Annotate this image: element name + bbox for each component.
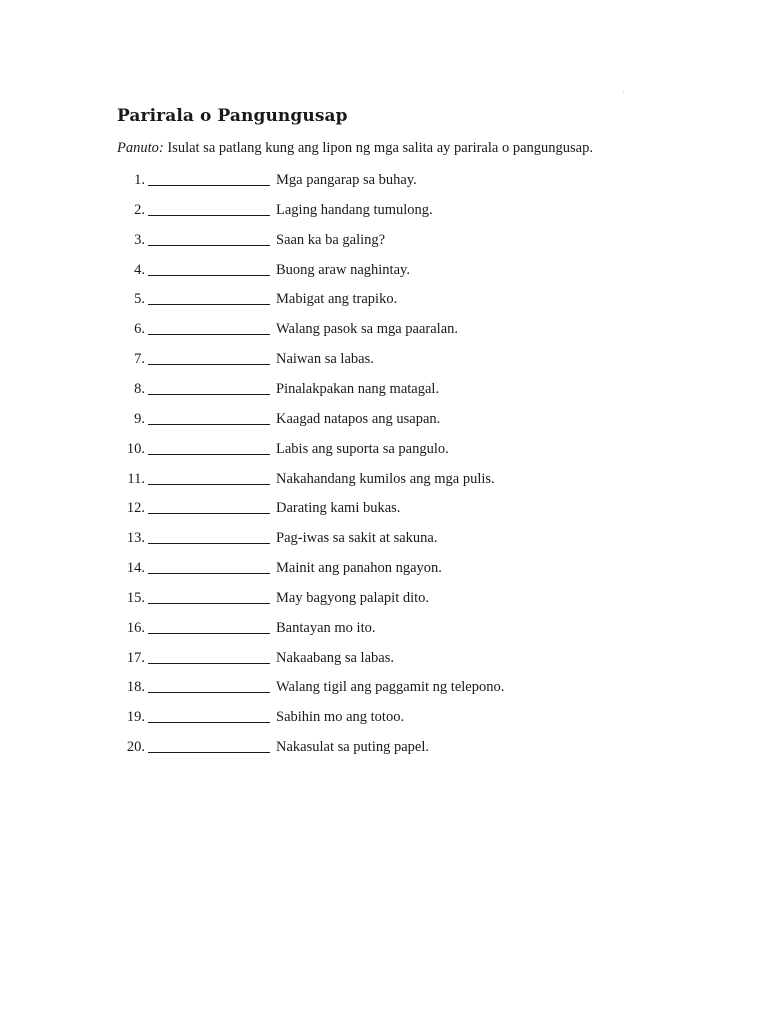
list-item: [0, 471, 768, 493]
list-item: [0, 441, 768, 463]
item-number: 9.: [134, 410, 145, 427]
answer-blank[interactable]: [148, 752, 270, 753]
answer-blank[interactable]: [148, 573, 270, 574]
item-text: Laging handang tumulong.: [276, 201, 433, 218]
item-text: Sabihin mo ang totoo.: [276, 709, 405, 726]
item-number: 19.: [126, 709, 145, 726]
item-number: 6.: [134, 321, 145, 338]
item-number: 13.: [126, 530, 145, 547]
item-number: 3.: [134, 231, 145, 248]
list-item: [0, 381, 768, 403]
item-number: 8.: [134, 380, 145, 397]
item-text: Nakasulat sa puting papel.: [276, 739, 430, 756]
item-text: Pag-iwas sa sakit at sakuna.: [276, 530, 438, 547]
answer-blank[interactable]: [148, 454, 270, 455]
page-title: Parirala o Pangungusap: [117, 106, 348, 126]
instruction-label: Panuto:: [117, 140, 164, 156]
list-item: [0, 202, 768, 224]
list-item: [0, 411, 768, 433]
item-text: Darating kami bukas.: [276, 500, 401, 517]
item-text: Nakaabang sa labas.: [276, 649, 394, 666]
item-text: Kaagad natapos ang usapan.: [276, 410, 441, 427]
list-item: [0, 232, 768, 254]
instruction-text: Isulat sa patlang kung ang lipon ng mga salita ay parirala o pangungusap.: [167, 140, 593, 156]
answer-blank[interactable]: [148, 185, 270, 186]
item-number: 4.: [134, 261, 145, 278]
list-item: [0, 530, 768, 552]
answer-blank[interactable]: [148, 603, 270, 604]
item-text: Pinalakpakan nang matagal.: [276, 380, 440, 397]
item-text: Saan ka ba galing?: [276, 231, 386, 248]
answer-blank[interactable]: [148, 394, 270, 395]
answer-blank[interactable]: [148, 692, 270, 693]
item-text: Walang tigil ang paggamit ng telepono.: [276, 679, 505, 696]
item-number: 11.: [127, 470, 145, 487]
scan-speck: [623, 92, 624, 93]
list-item: [0, 262, 768, 284]
answer-blank[interactable]: [148, 543, 270, 544]
item-text: Bantayan mo ito.: [276, 619, 376, 636]
answer-blank[interactable]: [148, 513, 270, 514]
item-number: 7.: [134, 351, 145, 368]
item-text: Labis ang suporta sa pangulo.: [276, 440, 449, 457]
answer-blank[interactable]: [148, 633, 270, 634]
list-item: [0, 650, 768, 672]
list-item: [0, 351, 768, 373]
answer-blank[interactable]: [148, 364, 270, 365]
item-number: 17.: [126, 649, 145, 666]
list-item: [0, 590, 768, 612]
list-item: [0, 172, 768, 194]
item-text: Mabigat ang trapiko.: [276, 291, 398, 308]
item-text: Mga pangarap sa buhay.: [276, 172, 417, 188]
item-number: 2.: [134, 201, 145, 218]
item-text: Naiwan sa labas.: [276, 351, 374, 368]
item-number: 18.: [126, 679, 145, 696]
answer-blank[interactable]: [148, 424, 270, 425]
item-text: Mainit ang panahon ngayon.: [276, 560, 442, 577]
list-item: [0, 291, 768, 313]
item-text: Buong araw naghintay.: [276, 261, 410, 278]
list-item: [0, 679, 768, 701]
answer-blank[interactable]: [148, 484, 270, 485]
item-number: 1.: [134, 172, 145, 188]
item-number: 14.: [126, 560, 145, 577]
answer-blank[interactable]: [148, 245, 270, 246]
answer-blank[interactable]: [148, 722, 270, 723]
answer-blank[interactable]: [148, 663, 270, 664]
list-item: [0, 709, 768, 731]
answer-blank[interactable]: [148, 215, 270, 216]
list-item: [0, 560, 768, 582]
item-number: 10.: [126, 440, 145, 457]
item-number: 16.: [126, 619, 145, 636]
list-item: [0, 500, 768, 522]
item-text: Walang pasok sa mga paaralan.: [276, 321, 459, 338]
item-text: May bagyong palapit dito.: [276, 589, 430, 606]
list-item: [0, 620, 768, 642]
item-number: 15.: [126, 589, 145, 606]
answer-blank[interactable]: [148, 304, 270, 305]
item-number: 12.: [126, 500, 145, 517]
item-number: 20.: [126, 739, 145, 756]
answer-blank[interactable]: [148, 275, 270, 276]
answer-blank[interactable]: [148, 334, 270, 335]
instruction-line: [117, 140, 593, 157]
list-item: [0, 321, 768, 343]
list-item: [0, 739, 768, 761]
item-number: 5.: [134, 291, 145, 308]
item-text: Nakahandang kumilos ang mga pulis.: [276, 470, 495, 487]
